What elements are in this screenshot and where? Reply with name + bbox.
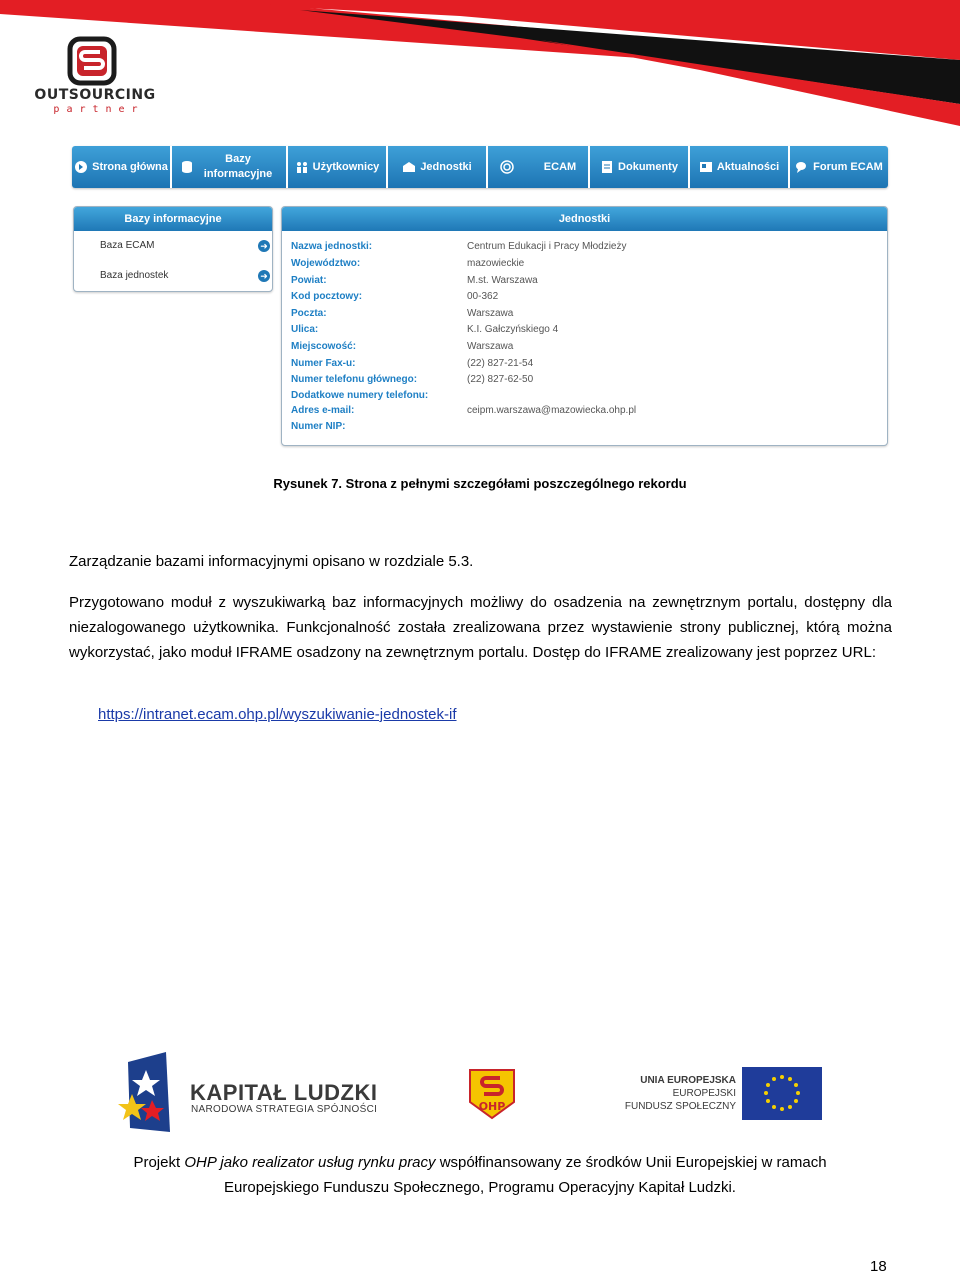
spiral-icon [500, 160, 514, 174]
nav-label: Bazy informacyjne [203, 153, 273, 180]
ohp-logo-icon [464, 1066, 520, 1120]
left-item-baza-ecam[interactable] [100, 238, 270, 254]
ue-logo-text [620, 1074, 736, 1113]
arrow-right-icon[interactable]: ➜ [258, 270, 270, 282]
detail-row [291, 340, 881, 354]
nav-item-aktualnosci[interactable] [690, 146, 790, 188]
ue-line-3: FUNDUSZ SPOŁECZNY [624, 1101, 736, 1112]
detail-label: Miejscowość: [291, 341, 357, 352]
detail-value: Warszawa [467, 341, 514, 352]
detail-row [291, 274, 881, 288]
nav-label: Aktualności [716, 160, 780, 173]
detail-label: Województwo: [291, 258, 361, 269]
database-icon [180, 160, 194, 174]
detail-label: Nazwa jednostki: [291, 241, 373, 252]
detail-row [291, 307, 881, 321]
iframe-url-link[interactable]: https://intranet.ecam.ohp.pl/wyszukiwanie-jednostek-if [98, 706, 457, 723]
kapital-ludzki-title: KAPITAŁ LUDZKI [190, 1080, 378, 1105]
detail-value: (22) 827-21-54 [467, 358, 534, 369]
nav-item-uzytkownicy[interactable] [288, 146, 388, 188]
ue-line-1: UNIA EUROPEJSKA [640, 1075, 736, 1086]
news-icon [699, 160, 713, 174]
detail-value: Warszawa [467, 308, 514, 319]
detail-row [291, 323, 881, 337]
right-panel [281, 206, 888, 446]
building-icon [402, 160, 416, 174]
detail-value: (22) 827-62-50 [467, 374, 534, 385]
footer-part-1: Projekt [133, 1154, 185, 1171]
figure-caption: Rysunek 7. Strona z pełnymi szczegółami poszczególnego rekordu [273, 476, 687, 491]
app-screenshot [72, 146, 888, 448]
left-panel-title: Bazy informacyjne [74, 207, 272, 231]
nav-item-jednostki[interactable] [388, 146, 488, 188]
nav-label: Jednostki [420, 160, 472, 173]
logo-sub: partner [53, 104, 145, 115]
outsourcing-partner-logo [30, 34, 160, 118]
detail-value: M.st. Warszawa [467, 275, 538, 286]
nav-item-forum-ecam[interactable] [790, 146, 888, 188]
detail-row [291, 373, 881, 387]
logo-mark-icon [67, 36, 117, 86]
detail-row [291, 389, 881, 403]
detail-row [291, 420, 881, 434]
eu-flag-icon [742, 1067, 822, 1120]
detail-row [291, 257, 881, 271]
detail-row [291, 357, 881, 371]
detail-label: Adres e-mail: [291, 405, 355, 416]
paragraph-2: Przygotowano moduł z wyszukiwarką baz informacyjnych możliwy do osadzenia na zewnętrznym portalu, dostępny dla niezalogowanego użytkownika. Funkcjonalność została zrealizowana przez wystawienie strony publicznej, którą można wykorzystać, jako moduł IFRAME osadzony na zewnętrznym portalu. Dostęp do IFRAME zrealizowany jest poprzez URL: [69, 594, 892, 661]
nav-label: Dokumenty [618, 160, 678, 173]
nav-label: Forum ECAM [813, 160, 883, 173]
detail-value: K.I. Gałczyńskiego 4 [467, 324, 559, 335]
detail-row [291, 404, 881, 418]
detail-value: Centrum Edukacji i Pracy Młodzieży [467, 241, 627, 252]
detail-label: Numer telefonu głównego: [291, 374, 418, 385]
nav-label: Użytkownicy [312, 160, 380, 173]
right-panel-title: Jednostki [282, 207, 887, 231]
document-icon [600, 160, 614, 174]
detail-value: 00-362 [467, 291, 499, 302]
nav-item-bazy-informacyjne[interactable] [172, 146, 288, 188]
detail-row [291, 290, 881, 304]
ohp-logo-text: OHP [478, 1100, 506, 1113]
left-item-label: Baza jednostek [100, 270, 169, 281]
footer-line-2: Europejskiego Funduszu Społecznego, Programu Operacyjny Kapitał Ludzki. [224, 1179, 736, 1196]
home-icon [74, 160, 88, 174]
main-nav [72, 146, 888, 188]
users-icon [295, 160, 309, 174]
left-item-label: Baza ECAM [100, 240, 155, 251]
nav-item-ecam[interactable] [488, 146, 590, 188]
left-item-baza-jednostek[interactable] [100, 268, 270, 284]
nav-label: Strona główna [92, 160, 168, 173]
logo-word: OUTSOURCING [34, 87, 156, 103]
detail-label: Ulica: [291, 324, 319, 335]
left-panel [73, 206, 273, 292]
detail-label: Powiat: [291, 275, 327, 286]
detail-value: ceipm.warszawa@mazowiecka.ohp.pl [467, 405, 637, 416]
detail-label: Poczta: [291, 308, 327, 319]
kapital-ludzki-subtitle: NARODOWA STRATEGIA SPÓJNOŚCI [191, 1104, 378, 1115]
detail-label: Numer Fax-u: [291, 358, 356, 369]
detail-label: Dodatkowe numery telefonu: [291, 390, 429, 401]
kapital-ludzki-flag-icon [118, 1052, 178, 1136]
ue-line-2: EUROPEJSKI [672, 1088, 736, 1099]
detail-label: Kod pocztowy: [291, 291, 363, 302]
detail-row [291, 240, 881, 254]
arrow-right-icon[interactable]: ➜ [258, 240, 270, 252]
footer-text [0, 1150, 960, 1200]
detail-label: Numer NIP: [291, 421, 346, 432]
footer-project-name: OHP jako realizator usług rynku pracy [184, 1154, 436, 1171]
footer-line-1 [0, 1150, 960, 1175]
page-number: 18 [870, 1258, 887, 1275]
nav-item-dokumenty[interactable] [590, 146, 690, 188]
paragraph-1: Zarządzanie bazami informacyjnymi opisano w rozdziale 5.3. [69, 553, 474, 570]
footer-part-2: współfinansowany ze środków Unii Europejskiej w ramach [435, 1154, 827, 1171]
nav-label: ECAM [543, 160, 577, 173]
forum-icon [795, 160, 809, 174]
detail-value: mazowieckie [467, 258, 525, 269]
nav-item-strona-glowna[interactable] [72, 146, 172, 188]
